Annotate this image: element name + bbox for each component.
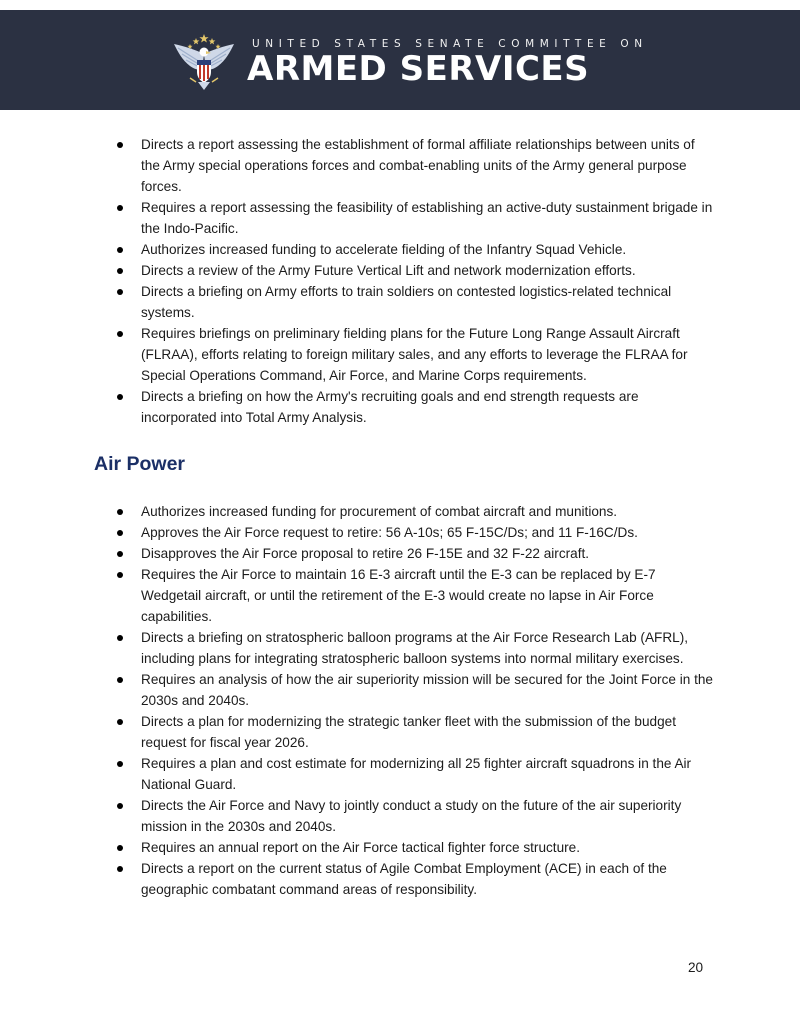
list-item	[94, 281, 714, 323]
bullet-icon	[117, 866, 123, 872]
list-item-text: Approves the Air Force request to retire: 56 A-10s; 65 F-15C/Ds; and 11 F-16C/Ds.	[141, 525, 638, 540]
list-item	[94, 134, 714, 197]
list-item-text: Directs a briefing on Army efforts to train soldiers on contested logistics-related technical systems.	[141, 284, 672, 320]
list-item-text: Disapproves the Air Force proposal to retire 26 F-15E and 32 F-22 aircraft.	[141, 546, 590, 561]
bullet-icon	[117, 530, 123, 536]
list-item	[94, 522, 714, 543]
list-item-text: Directs a review of the Army Future Vertical Lift and network modernization efforts.	[141, 263, 636, 278]
list-item	[94, 197, 714, 239]
list-item-text: Directs a briefing on stratospheric balloon programs at the Air Force Research Lab (AFRL), including plans for integrating stratospheric balloon systems into normal military exercises.	[141, 630, 689, 666]
list-item-text: Requires briefings on preliminary fielding plans for the Future Long Range Assault Aircraft (FLRAA), efforts relating to foreign military sales, and any efforts to leverage the FLRAA for Special Operations Command, Air Force, and Marine Corps requirements.	[141, 326, 688, 383]
bullet-icon	[117, 289, 123, 295]
list-item-text: Requires a report assessing the feasibility of establishing an active-duty sustainment brigade in the Indo-Pacific.	[141, 200, 713, 236]
list-item	[94, 501, 714, 522]
bullet-icon	[117, 205, 123, 211]
bullet-icon	[117, 509, 123, 515]
list-item	[94, 711, 714, 753]
list-item-text: Authorizes increased funding to accelerate fielding of the Infantry Squad Vehicle.	[141, 242, 627, 257]
eagle-seal-icon	[170, 32, 238, 92]
army-bullet-list	[94, 134, 714, 428]
bullet-icon	[117, 803, 123, 809]
bullet-icon	[117, 268, 123, 274]
bullet-icon	[117, 331, 123, 337]
air-power-bullet-list	[94, 501, 714, 900]
list-item	[94, 837, 714, 858]
list-item	[94, 627, 714, 669]
list-item	[94, 564, 714, 627]
bullet-icon	[117, 635, 123, 641]
list-item-text: Directs a briefing on how the Army's recruiting goals and end strength requests are incorporated into Total Army Analysis.	[141, 389, 639, 425]
list-item	[94, 858, 714, 900]
header-banner	[0, 10, 800, 110]
bullet-icon	[117, 761, 123, 767]
main-content	[94, 134, 714, 900]
list-item-text: Authorizes increased funding for procurement of combat aircraft and munitions.	[141, 504, 618, 519]
list-item-text: Requires an analysis of how the air superiority mission will be secured for the Joint Force in the 2030s and 2040s.	[141, 672, 713, 708]
list-item-text: Requires an annual report on the Air Force tactical fighter force structure.	[141, 840, 580, 855]
list-item	[94, 323, 714, 386]
bullet-icon	[117, 142, 123, 148]
list-item-text: Directs a report on the current status of Agile Combat Employment (ACE) in each of the geographic combatant command areas of responsibility.	[141, 861, 667, 897]
list-item-text: Requires the Air Force to maintain 16 E-3 aircraft until the E-3 can be replaced by E-7 Wedgetail aircraft, or until the retirement of the E-3 would create no lapse in Air Force capabilities.	[141, 567, 656, 624]
list-item	[94, 669, 714, 711]
list-item-text: Directs a plan for modernizing the strategic tanker fleet with the submission of the budget request for fiscal year 2026.	[141, 714, 676, 750]
list-item-text: Directs the Air Force and Navy to jointly conduct a study on the future of the air superiority mission in the 2030s and 2040s.	[141, 798, 682, 834]
page-number: 20	[688, 960, 704, 975]
bullet-icon	[117, 845, 123, 851]
bullet-icon	[117, 677, 123, 683]
header-title: ARMED SERVICES	[247, 49, 590, 89]
bullet-icon	[117, 247, 123, 253]
header-title-block	[244, 37, 648, 87]
list-item	[94, 753, 714, 795]
bullet-icon	[117, 394, 123, 400]
section-title-air-power: Air Power	[94, 453, 186, 475]
list-item	[94, 543, 714, 564]
list-item-text: Directs a report assessing the establishment of formal affiliate relationships between units of the Army special operations forces and combat-enabling units of the Army general purpose forces.	[141, 137, 695, 194]
list-item	[94, 239, 714, 260]
list-item-text: Requires a plan and cost estimate for modernizing all 25 fighter aircraft squadrons in the Air National Guard.	[141, 756, 692, 792]
list-item	[94, 260, 714, 281]
bullet-icon	[117, 551, 123, 557]
list-item	[94, 795, 714, 837]
header-subtitle: UNITED STATES SENATE COMMITTEE ON	[252, 38, 648, 50]
list-item	[94, 386, 714, 428]
header-logo-group	[170, 32, 648, 92]
bullet-icon	[117, 719, 123, 725]
bullet-icon	[117, 572, 123, 578]
